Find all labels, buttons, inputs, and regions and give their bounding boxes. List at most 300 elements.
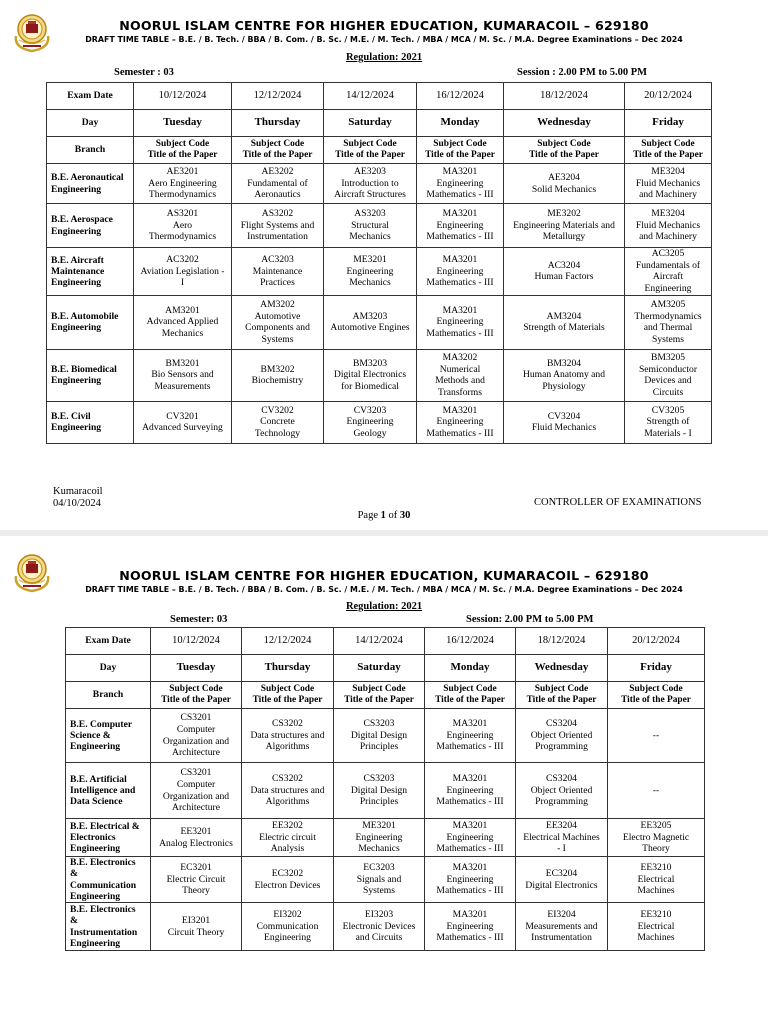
- exam-subject-cell: [425, 819, 516, 857]
- cell-line-primary: AS3203: [354, 207, 386, 219]
- cell-line: Analysis: [270, 843, 305, 855]
- exam-subject-cell: [625, 248, 712, 296]
- cell-line: Mathematics - III: [436, 796, 504, 808]
- exam-subject-cell: [625, 295, 712, 349]
- branch-row: [47, 164, 712, 204]
- exam-date-cell: 16/12/2024: [425, 628, 516, 655]
- exam-date-cell: 20/12/2024: [625, 83, 712, 110]
- exam-subject-cell: [242, 903, 334, 951]
- exam-subject-cell: [417, 295, 504, 349]
- cell-line: Fundamental of: [247, 177, 308, 189]
- cell-line-primary: --: [652, 729, 660, 741]
- exam-subject-cell: [504, 349, 625, 401]
- exam-date-cell: 16/12/2024: [417, 83, 504, 110]
- exam-subject-cell: [625, 164, 712, 204]
- cell-line: Strength of Materials: [523, 322, 605, 334]
- cell-line: and Thermal: [643, 322, 693, 334]
- cell-line: Title of the Paper: [161, 695, 231, 705]
- cell-line: Engineering: [51, 422, 102, 434]
- day-cell: Friday: [625, 110, 712, 137]
- cell-line-primary: MA3201: [452, 772, 488, 784]
- cell-line: Mathematics - III: [436, 843, 504, 855]
- cell-line-primary: B.E. Automobile: [51, 311, 119, 323]
- exam-subject-cell: [242, 819, 334, 857]
- exam-date-cell: 18/12/2024: [504, 83, 625, 110]
- cell-line: Engineering: [644, 283, 692, 295]
- day-cell: Tuesday: [151, 655, 242, 682]
- cell-line: Semiconductor: [638, 363, 698, 375]
- cell-line: Structural: [351, 219, 389, 231]
- cell-line: Instrumentation: [247, 231, 308, 243]
- cell-line-primary: EE3210: [640, 908, 672, 920]
- cell-line-primary: --: [652, 784, 660, 796]
- cell-line-primary: Subject Code: [352, 684, 406, 695]
- cell-line: Engineering: [346, 416, 394, 428]
- cell-line: Engineering: [264, 932, 311, 944]
- cell-line-primary: EC3204: [545, 867, 578, 879]
- cell-line: Organization and: [162, 790, 230, 802]
- branch-name-cell: [66, 903, 151, 951]
- cell-line: Organization and: [162, 735, 230, 747]
- cell-line: Engineering: [70, 741, 121, 753]
- cell-line: Analog Electronics: [159, 837, 233, 849]
- exam-subject-cell: [232, 164, 324, 204]
- cell-line-primary: MA3201: [452, 861, 488, 873]
- subject-header-cell: [504, 137, 625, 164]
- timetable-table: [46, 82, 712, 444]
- cell-line-primary: BM3201: [165, 357, 200, 369]
- cell-line: Solid Mechanics: [531, 183, 597, 195]
- exam-subject-cell: [134, 295, 232, 349]
- cell-line-primary: EC3203: [363, 861, 395, 873]
- exam-subject-cell: [151, 763, 242, 819]
- exam-subject-cell: [608, 903, 705, 951]
- subject-header-cell: [324, 137, 417, 164]
- cell-line: Mechanics: [358, 843, 400, 855]
- cell-line: Electronic Devices: [342, 920, 416, 932]
- cell-line: Computer: [176, 723, 216, 735]
- page-current: 1: [380, 510, 386, 521]
- subject-header-cell: [134, 137, 232, 164]
- cell-line: Title of the Paper: [526, 695, 597, 705]
- cell-line: Electronics: [70, 831, 116, 843]
- cell-line: and Circuits: [355, 932, 403, 944]
- day-cell: Saturday: [334, 655, 425, 682]
- cell-line: Biochemistry: [251, 375, 304, 387]
- exam-subject-cell: [504, 401, 625, 443]
- cell-line-primary: CV3205: [651, 404, 685, 416]
- cell-line-primary: AM3203: [352, 310, 388, 322]
- cell-line: Advanced Applied: [146, 316, 219, 328]
- cell-line: Title of the Paper: [344, 695, 414, 705]
- cell-line: Numerical: [439, 363, 481, 375]
- cell-line: Engineering: [70, 843, 121, 855]
- cell-line-primary: B.E. Aerospace: [51, 214, 113, 226]
- cell-line: Engineering: [51, 322, 102, 334]
- cell-line: Engineering: [446, 873, 494, 885]
- exam-subject-cell: [134, 164, 232, 204]
- cell-line: Components and: [245, 322, 310, 334]
- exam-subject-cell: [608, 857, 705, 903]
- exam-subject-cell: [608, 709, 705, 763]
- cell-line-primary: ME3204: [651, 165, 685, 177]
- exam-subject-cell: [425, 763, 516, 819]
- cell-line: Flight Systems and: [240, 219, 315, 231]
- cell-line: Mathematics - III: [426, 277, 494, 289]
- cell-line: Automotive: [254, 310, 301, 322]
- cell-line-primary: EE3205: [640, 819, 672, 831]
- cell-line: - I: [557, 843, 566, 855]
- cell-line: Advanced Surveying: [142, 422, 223, 434]
- cell-line: Fluid Mechanics: [635, 177, 701, 189]
- cell-line: Bio Sensors and: [151, 369, 214, 381]
- cell-line: Transforms: [438, 387, 482, 399]
- cell-line-primary: AS3201: [166, 207, 199, 219]
- cell-line: Strength of: [646, 416, 690, 428]
- cell-line-primary: MA3201: [442, 207, 478, 219]
- cell-line-primary: CS3203: [363, 717, 395, 729]
- cell-line: Algorithms: [265, 741, 310, 753]
- cell-line-primary: CS3204: [546, 717, 577, 729]
- cell-line: Mathematics - III: [436, 741, 504, 753]
- cell-line-primary: MA3201: [442, 304, 478, 316]
- cell-line-primary: Subject Code: [629, 684, 683, 695]
- exam-subject-cell: [134, 401, 232, 443]
- cell-line-primary: AE3202: [261, 165, 294, 177]
- page-word: Page: [357, 510, 379, 521]
- exam-subject-cell: [134, 248, 232, 296]
- subject-header-cell: [417, 137, 504, 164]
- cell-line-primary: B.E. Artificial: [70, 773, 127, 785]
- exam-subject-cell: [608, 763, 705, 819]
- cell-line: Engineering: [70, 937, 121, 949]
- cell-line-primary: AE3201: [166, 165, 199, 177]
- branch-row: [66, 709, 705, 763]
- cell-line: Human Anatomy and: [522, 369, 606, 381]
- cell-line: Programming: [535, 796, 588, 808]
- cell-line: Mathematics - III: [426, 189, 494, 201]
- cell-line: Title of the Paper: [633, 150, 703, 160]
- cell-line: Theory: [182, 885, 210, 897]
- cell-line-primary: Subject Code: [250, 139, 305, 150]
- cell-line: Engineering: [51, 276, 102, 288]
- cell-line: Title of the Paper: [252, 695, 323, 705]
- exam-subject-cell: [324, 164, 417, 204]
- cell-line-primary: EI3203: [364, 908, 394, 920]
- exam-subject-cell: [504, 248, 625, 296]
- cell-line: Measurements: [154, 381, 211, 393]
- cell-line-primary: Subject Code: [534, 684, 589, 695]
- cell-line: Materials - I: [644, 428, 692, 440]
- cell-line: Architecture: [172, 747, 220, 759]
- exam-subject-cell: [324, 248, 417, 296]
- day-row: [66, 655, 705, 682]
- exam-date-cell: 12/12/2024: [242, 628, 334, 655]
- exam-date-cell: 10/12/2024: [151, 628, 242, 655]
- day-cell: Monday: [425, 655, 516, 682]
- exam-subject-cell: [504, 295, 625, 349]
- cell-line: and Machinery: [639, 189, 697, 201]
- cell-line-primary: BM3202: [260, 363, 295, 375]
- cell-line: Electrical Machines: [523, 831, 600, 843]
- cell-line: Title of the Paper: [147, 150, 218, 160]
- cell-line-primary: CV3203: [353, 404, 387, 416]
- branch-name-cell: [47, 295, 134, 349]
- cell-line: Engineering: [51, 375, 102, 387]
- page-number: [0, 510, 768, 521]
- exam-date-cell: 10/12/2024: [134, 83, 232, 110]
- cell-line-primary: MA3201: [452, 819, 488, 831]
- exam-subject-cell: [334, 709, 425, 763]
- cell-line: Intelligence and: [70, 784, 136, 796]
- exam-subject-cell: [324, 295, 417, 349]
- cell-line: Electro Magnetic: [622, 831, 690, 843]
- cell-line: Mathematics - III: [426, 328, 494, 340]
- subject-header-cell: [425, 682, 516, 709]
- branch-name-cell: [47, 164, 134, 204]
- cell-line-primary: Subject Code: [443, 684, 497, 695]
- cell-line: Engineering: [70, 890, 121, 902]
- cell-line: Object Oriented: [530, 729, 593, 741]
- cell-line: Engineering: [446, 920, 494, 932]
- cell-line-primary: CV3204: [547, 410, 581, 422]
- cell-line: Thermodynamics: [634, 310, 702, 322]
- branch-label: Branch: [47, 137, 134, 164]
- branch-row: [66, 819, 705, 857]
- cell-line: Mathematics - III: [436, 932, 504, 944]
- cell-line: Digital Design: [350, 784, 408, 796]
- cell-line-primary: BM3203: [352, 357, 388, 369]
- exam-date-cell: 20/12/2024: [608, 628, 705, 655]
- cell-line: Fluid Mechanics: [635, 219, 701, 231]
- exam-subject-cell: [425, 903, 516, 951]
- exam-subject-cell: [242, 763, 334, 819]
- cell-line-primary: B.E. Computer: [70, 718, 133, 730]
- cell-line-primary: AC3203: [261, 253, 294, 265]
- exam-subject-cell: [417, 204, 504, 248]
- cell-line-primary: Subject Code: [343, 139, 397, 150]
- exam-subject-cell: [608, 819, 705, 857]
- exam-date-row: [66, 628, 705, 655]
- cell-line-primary: AM3205: [650, 298, 686, 310]
- cell-line: Science &: [70, 729, 111, 741]
- day-label: Day: [66, 655, 151, 682]
- day-cell: Wednesday: [504, 110, 625, 137]
- cell-line: Title of the Paper: [242, 150, 313, 160]
- regulation-label: Regulation: 2021: [345, 52, 423, 63]
- cell-line: Machines: [637, 885, 675, 897]
- branch-name-cell: [47, 349, 134, 401]
- cell-line: and Machinery: [639, 231, 697, 243]
- exam-subject-cell: [425, 857, 516, 903]
- cell-line: Mechanics: [349, 277, 391, 289]
- cell-line: Instrumentation: [531, 932, 592, 944]
- cell-line: Physiology: [542, 381, 586, 393]
- exam-date-label: Exam Date: [47, 83, 134, 110]
- exam-subject-cell: [232, 349, 324, 401]
- exam-subject-cell: [151, 857, 242, 903]
- exam-subject-cell: [151, 819, 242, 857]
- cell-line: Electrical: [637, 920, 675, 932]
- cell-line: Engineering: [436, 316, 484, 328]
- cell-line: Instrumentation: [70, 926, 138, 938]
- cell-line-primary: MA3201: [452, 717, 488, 729]
- cell-line: Communication: [256, 920, 319, 932]
- cell-line-primary: B.E. Electronics: [70, 857, 136, 869]
- exam-subject-cell: [334, 819, 425, 857]
- exam-subject-cell: [516, 903, 608, 951]
- cell-line-primary: EI3204: [547, 908, 576, 920]
- cell-line-primary: AC3202: [166, 253, 199, 265]
- cell-line-primary: AS3202: [261, 207, 294, 219]
- cell-line: Electric Circuit: [166, 873, 226, 885]
- exam-subject-cell: [232, 295, 324, 349]
- cell-line: Data structures and: [250, 729, 325, 741]
- exam-subject-cell: [242, 857, 334, 903]
- branch-row: [66, 857, 705, 903]
- cell-line-primary: AE3203: [354, 165, 386, 177]
- cell-line-primary: MA3201: [442, 404, 478, 416]
- cell-line: Algorithms: [265, 796, 310, 808]
- exam-subject-cell: [232, 204, 324, 248]
- exam-date-label: Exam Date: [66, 628, 151, 655]
- cell-line: Object Oriented: [530, 784, 593, 796]
- cell-line-primary: EE3210: [640, 861, 672, 873]
- day-cell: Tuesday: [134, 110, 232, 137]
- institution-title: NOORUL ISLAM CENTRE FOR HIGHER EDUCATION, KUMARACOIL – 629180: [119, 568, 649, 583]
- cell-line-primary: AM3201: [165, 304, 200, 316]
- cell-line: Title of the Paper: [621, 695, 691, 705]
- branch-row: [47, 295, 712, 349]
- cell-line: Human Factors: [534, 271, 594, 283]
- cell-line: Computer: [176, 778, 216, 790]
- cell-line: for Biomedical: [341, 381, 399, 393]
- branch-name-cell: [47, 248, 134, 296]
- exam-subject-cell: [417, 401, 504, 443]
- cell-line: Aero Engineering: [148, 177, 217, 189]
- branch-row: [66, 903, 705, 951]
- timetable-table: [65, 627, 705, 951]
- exam-subject-cell: [504, 204, 625, 248]
- subject-header-cell: [334, 682, 425, 709]
- cell-line-primary: CS3204: [546, 772, 577, 784]
- cell-line: Aircraft: [652, 271, 684, 283]
- cell-line: Title of the Paper: [425, 150, 495, 160]
- cell-line: Aircraft Structures: [334, 189, 406, 201]
- cell-line-primary: B.E. Aircraft: [51, 254, 104, 266]
- regulation-label: Regulation: 2021: [345, 601, 423, 612]
- cell-line-primary: Subject Code: [169, 684, 223, 695]
- cell-line: Engineering: [51, 183, 102, 195]
- cell-line: Electron Devices: [254, 879, 321, 891]
- cell-line: Measurements and: [525, 920, 598, 932]
- page-of-word: of: [388, 510, 398, 521]
- cell-line: Technology: [254, 428, 301, 440]
- cell-line: Engineering: [436, 265, 484, 277]
- exam-subject-cell: [134, 204, 232, 248]
- cell-line-primary: Subject Code: [641, 139, 695, 150]
- cell-line: Maintenance: [51, 265, 105, 277]
- subject-header-cell: [232, 137, 324, 164]
- cell-line: Title of the Paper: [529, 150, 599, 160]
- day-cell: Wednesday: [516, 655, 608, 682]
- exam-subject-cell: [324, 204, 417, 248]
- exam-date-row: [47, 83, 712, 110]
- cell-line: Engineering: [446, 784, 494, 796]
- cell-line: Communication: [70, 879, 137, 891]
- exam-subject-cell: [625, 349, 712, 401]
- subject-header-cell: [151, 682, 242, 709]
- exam-subject-cell: [232, 248, 324, 296]
- cell-line-primary: ME3201: [353, 253, 387, 265]
- controller-label: CONTROLLER OF EXAMINATIONS: [534, 497, 702, 508]
- cell-line: Mathematics - III: [436, 885, 504, 897]
- cell-line: Aviation Legislation -: [140, 265, 225, 277]
- exam-date-cell: 18/12/2024: [516, 628, 608, 655]
- semester-label: Semester: 03: [170, 614, 228, 625]
- cell-line: Aeronautics: [254, 189, 301, 201]
- cell-line: Fundamentals of: [635, 259, 701, 271]
- cell-line: Devices and: [644, 375, 692, 387]
- cell-line-primary: CS3202: [272, 772, 303, 784]
- exam-subject-cell: [516, 763, 608, 819]
- subject-header-cell: [625, 137, 712, 164]
- cell-line: Systems: [261, 334, 294, 346]
- cell-line: Principles: [359, 796, 399, 808]
- cell-line: Machines: [637, 932, 675, 944]
- cell-line: Geology: [353, 428, 387, 440]
- exam-subject-cell: [242, 709, 334, 763]
- exam-subject-cell: [625, 401, 712, 443]
- exam-subject-cell: [151, 903, 242, 951]
- exam-subject-cell: [504, 164, 625, 204]
- cell-line-primary: ME3201: [362, 819, 396, 831]
- exam-subject-cell: [417, 349, 504, 401]
- cell-line: Engineering: [446, 831, 494, 843]
- branch-row: [47, 349, 712, 401]
- exam-subject-cell: [417, 248, 504, 296]
- cell-line-primary: ME3204: [651, 207, 685, 219]
- cell-line: Thermodynamics: [148, 231, 217, 243]
- cell-line-primary: AE3204: [548, 171, 580, 183]
- cell-line: Methods and: [435, 375, 485, 387]
- subject-header-cell: [516, 682, 608, 709]
- cell-line-primary: B.E. Electrical &: [70, 820, 140, 832]
- branch-row: [66, 763, 705, 819]
- cell-line: Signals and: [356, 873, 402, 885]
- exam-subject-cell: [232, 401, 324, 443]
- cell-line-primary: MA3201: [442, 253, 478, 265]
- cell-line: Mechanics: [349, 231, 391, 243]
- cell-line: Engineering: [436, 219, 484, 231]
- cell-line-primary: EC3202: [271, 867, 304, 879]
- cell-line: Programming: [535, 741, 588, 753]
- cell-line-primary: EC3201: [180, 861, 212, 873]
- cell-line: Electric circuit: [259, 831, 316, 843]
- cell-line: Systems: [652, 334, 684, 346]
- exam-subject-cell: [324, 349, 417, 401]
- cell-line: Digital Electronics: [333, 369, 407, 381]
- cell-line: Concrete: [260, 416, 295, 428]
- timetable-page-2: [0, 534, 768, 1024]
- cell-line: Title of the Paper: [435, 695, 505, 705]
- cell-line-primary: Subject Code: [155, 139, 210, 150]
- cell-line-primary: BM3205: [650, 351, 686, 363]
- cell-line-primary: CS3201: [180, 712, 212, 724]
- day-cell: Monday: [417, 110, 504, 137]
- cell-line-primary: MA3201: [452, 908, 488, 920]
- cell-line: Aero: [172, 219, 193, 231]
